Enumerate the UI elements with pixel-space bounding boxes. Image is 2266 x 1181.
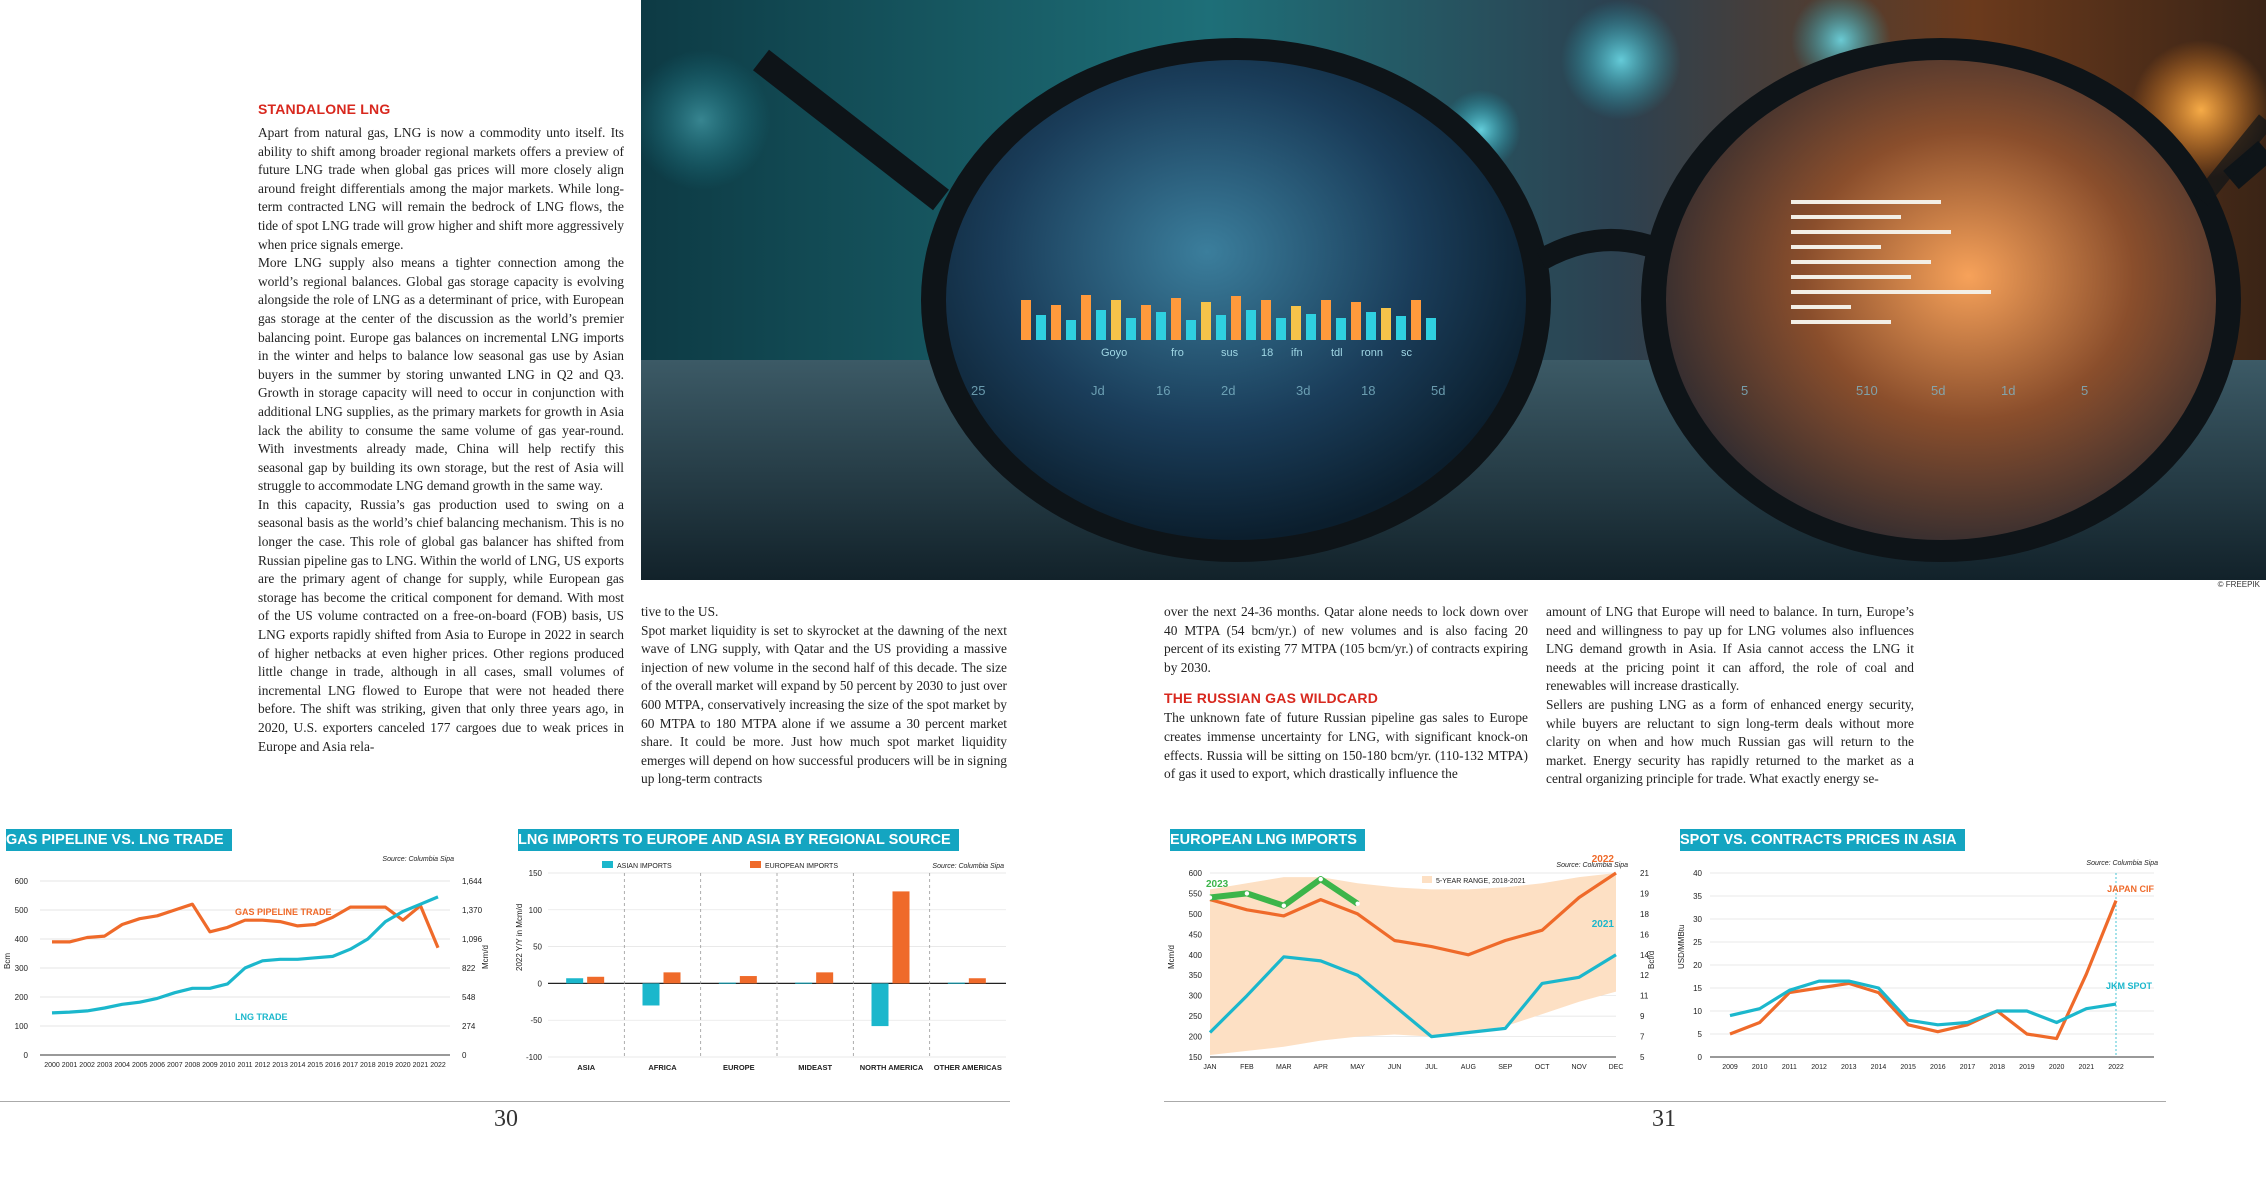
chart-spot-vs-contracts [1674,851,2166,1079]
bar-european-imports [740,976,757,983]
series-point-2023 [1208,895,1212,899]
table-number: 5 [1741,383,1749,398]
page-number-left: 30 [494,1106,518,1132]
x-tick-label: OCT [1534,1064,1550,1071]
y-tick-label: 0 [23,1051,28,1060]
x-category-label: ASIA [577,1063,596,1072]
y-tick-label: 500 [14,906,28,915]
lens-label: ifn [1291,347,1303,359]
hero-photo-glasses [641,0,2266,580]
y-tick-label: 550 [1188,889,1202,899]
bar-european-imports [893,891,910,983]
y2-tick-label: 14 [1640,950,1649,960]
y-tick-label: 200 [1188,1032,1202,1042]
x-tick-label: 2013 [1840,1064,1857,1071]
series-label-jkm-spot: JKM SPOT [2105,981,2152,991]
x-tick-label: 2022 [2108,1064,2124,1071]
y2-tick-label: 7 [1640,1032,1645,1042]
bar-asian-imports [872,983,889,1026]
x-tick-label: 2005 [131,1062,148,1069]
x-tick-label: 2011 [1781,1064,1797,1071]
table-number: 2d [1221,383,1236,398]
lens-label: ronn [1361,347,1384,359]
section-heading-standalone-lng: STANDALONE LNG [258,101,391,117]
y-tick-label: 10 [1693,1007,1702,1016]
x-tick-label: MAY [1350,1064,1365,1071]
bar-european-imports [816,972,833,983]
chart-source: Source: Columbia Sipa [932,863,1004,870]
chart-source: Source: Columbia Sipa [382,856,454,863]
series-label-2021: 2021 [1591,919,1614,930]
legend-label: ASIAN IMPORTS [617,863,672,870]
y2-tick-label: 822 [462,964,476,973]
lens-label: 18 [1261,347,1274,359]
chart-gas-pipeline-vs-lng [0,851,494,1079]
series-point-2023 [1355,901,1359,905]
x-tick-label: 2019 [377,1062,394,1069]
article-column-2 [641,603,1007,789]
bar-asian-imports [795,983,812,984]
x-tick-label: 2016 [1930,1064,1946,1071]
series-point-2023 [1245,891,1249,895]
y-axis-label: Mcm/d [1167,945,1176,969]
x-tick-label: 2020 [395,1062,411,1069]
x-tick-label: 2016 [324,1062,341,1069]
paragraph: More LNG supply also means a tighter connection among the world’s regional balances. Global gas storage capacity is evolving alongside the role of LNG as a determinant of price, with European gas storage at the center of the discussion as the world’s premier balancing point. Europe gas balances on incremental LNG imports in the winter and helps to balance low seasonal gas use by Asian buyers in the summer by storing unwanted LNG in Q2 and Q3. Growth in storage capacity will need to occur in conjunction with additional LNG supplies, as the primary markets for growth in Asia lack the ability to consume the same volume of gas year-round. With investments already made, China will help rectify this seasonal gap by building its own storage, but the rest of Asia will struggle to accommodate LNG demand growth in the same way. [258,255,624,494]
x-category-label: OTHER AMERICAS [933,1063,1002,1072]
chart-title: EUROPEAN LNG IMPORTS [1170,829,1365,851]
chart-panel-lng-imports-by-source [512,829,1006,1079]
y-tick-label: 150 [528,869,542,878]
y-tick-label: 50 [533,942,542,952]
legend-swatch-range [1422,876,1432,883]
y2-tick-label: 12 [1640,971,1649,981]
table-number: 1d [2001,383,2016,398]
y-tick-label: 350 [1188,971,1202,981]
x-tick-label: 2003 [96,1062,113,1069]
x-tick-label: AUG [1460,1064,1476,1071]
series-label-gas-pipeline: GAS PIPELINE TRADE [235,907,332,917]
y2-tick-label: 5 [1640,1053,1645,1062]
x-tick-label: 2010 [1751,1064,1768,1071]
y-tick-label: 600 [14,877,28,886]
chart-title: SPOT VS. CONTRACTS PRICES IN ASIA [1680,829,1965,851]
y-tick-label: 15 [1693,984,1702,993]
y2-tick-label: 18 [1640,909,1649,919]
table-number: 25 [971,383,986,398]
x-tick-label: APR [1313,1064,1328,1071]
y2-tick-label: 16 [1640,930,1649,940]
y2-axis-label: Bcf/d [1647,950,1656,969]
x-tick-label: 2022 [430,1062,446,1069]
glasses-illustration [641,0,2266,580]
y-tick-label: 250 [1188,1012,1202,1022]
paragraph: Apart from natural gas, LNG is now a commodity unto itself. Its ability to shift among broader regional markets offers a preview of future LNG trade when global gas prices will more closely align around freight differentials among the major markets. While long-term contracted LNG will remain the bedrock of LNG flows, the tide of spot LNG trade will grow higher and shift more aggressively when price signals emerge. [258,125,624,252]
x-tick-label: NOV [1571,1064,1587,1071]
y2-tick-label: 21 [1640,869,1649,878]
x-tick-label: JUN [1387,1064,1402,1071]
x-tick-label: 2009 [202,1062,218,1069]
table-number: 5d [1931,383,1946,398]
y-tick-label: 400 [14,935,28,944]
x-tick-label: FEB [1240,1064,1254,1071]
y-tick-label: 25 [1693,938,1702,947]
y-tick-label: 30 [1693,915,1702,924]
table-number: 3d [1296,383,1311,398]
page-number-right: 31 [1652,1106,1676,1132]
x-category-label: EUROPE [722,1063,755,1072]
y-tick-label: 5 [1697,1030,1702,1039]
bar-asian-imports [719,983,736,984]
chart-source: Source: Columbia Sipa [1556,862,1628,869]
paragraph: Sellers are pushing LNG as a form of enhanced energy security, while buyers are reluctant to sign long-term deals without more clarity on when and how much Russian gas will return to the market. Energy security has rapidly returned to the market as a central organizing principle for trade. What exactly energy se- [1546,696,1914,787]
series-label-2023: 2023 [1206,879,1229,890]
bar-asian-imports [566,978,583,983]
bar-asian-imports [948,983,965,984]
y-tick-label: 40 [1693,869,1702,878]
chart-title: GAS PIPELINE VS. LNG TRADE [6,829,232,851]
chart-panel-gas-pipeline [0,829,494,1079]
y-axis-label: 2022 Y/Y in Mcm/d [515,903,524,971]
x-tick-label: 2002 [79,1062,95,1069]
series-label-japan-cif: JAPAN CIF [2107,884,2154,894]
x-tick-label: JAN [1203,1064,1217,1071]
bar-european-imports [969,978,986,983]
x-tick-label: 2015 [307,1062,323,1069]
chart-european-lng-imports [1164,851,1660,1079]
y2-tick-label: 1,370 [462,906,483,915]
y2-tick-label: 0 [462,1051,467,1060]
bar-european-imports [587,977,604,984]
x-tick-label: 2021 [412,1062,429,1069]
x-tick-label: 2017 [342,1062,359,1069]
bar-european-imports [664,972,681,983]
x-tick-label: 2018 [1989,1064,2006,1071]
x-tick-label: 2007 [167,1062,183,1069]
lens-label: sc [1401,347,1412,359]
x-tick-label: 2004 [114,1062,130,1069]
y2-tick-label: 274 [462,1022,476,1031]
chart-source: Source: Columbia Sipa [2086,860,2158,867]
y-tick-label: 20 [1693,961,1702,970]
legend-label-range: 5-YEAR RANGE, 2018-2021 [1436,878,1526,885]
x-category-label: AFRICA [648,1063,677,1072]
x-tick-label: 2018 [360,1062,376,1069]
y-tick-label: 0 [1697,1053,1702,1062]
y2-tick-label: 548 [462,993,476,1002]
chart-lng-imports-by-source [512,851,1006,1079]
y-tick-label: 450 [1188,930,1202,940]
legend-label: EUROPEAN IMPORTS [765,863,838,870]
legend-swatch [602,861,613,868]
y-tick-label: -50 [530,1016,542,1026]
x-tick-label: 2006 [149,1062,166,1069]
paragraph: Spot market liquidity is set to skyrocket at the dawning of the next wave of LNG supply, with Qatar and the US providing a massive injection of new volume in the second half of this decade. The size of the overall market will expand by 50 percent by 2030 to just over 600 MTPA, conservatively increasing the size of the spot market by 60 MTPA to 180 MTPA alone if we assume a 30 percent market share. It could be more. Just how much spot market liquidity emerges will depend on how successful producers will be in signing up long-term contracts [641,622,1007,787]
paragraph: tive to the US. [641,604,719,619]
table-number: 510 [1856,383,1878,398]
x-tick-label: 2013 [272,1062,288,1069]
y-tick-label: 600 [1188,869,1202,878]
x-tick-label: 2001 [61,1062,78,1069]
y-tick-label: 100 [14,1022,28,1031]
article-column-3 [1164,603,1528,784]
footer-rule-right [1164,1101,2166,1102]
table-number: 5d [1431,383,1446,398]
x-category-label: MIDEAST [798,1063,833,1072]
x-tick-label: JUL [1425,1064,1438,1071]
y2-tick-label: 1,096 [462,935,483,944]
section-heading-russian-gas: THE RUSSIAN GAS WILDCARD [1164,690,1379,707]
x-tick-label: DEC [1608,1064,1624,1071]
footer-rule-left [0,1101,1010,1102]
y-tick-label: -100 [525,1053,542,1062]
x-tick-label: 2012 [1811,1064,1827,1071]
table-number: 16 [1156,383,1171,398]
paragraph: The unknown fate of future Russian pipeline gas sales to Europe creates immense uncertainty for LNG, with significant knock-on effects. Russia will be sitting on 150-180 bcm/yr. (110-132 MTPA) of gas it used to export, which drastically influence the [1164,710,1528,782]
paragraph: amount of LNG that Europe will need to balance. In turn, Europe’s need and willingness to pay up for LNG volumes also influences LNG demand growth in Asia. If Asia cannot access the LNG it needs at the pricing point it can afford, the role of coal and renewables will increase drastically. [1546,604,1914,694]
y-tick-label: 150 [1188,1053,1202,1062]
y2-tick-label: 19 [1640,889,1649,899]
x-tick-label: 2008 [184,1062,201,1069]
y-tick-label: 300 [1188,991,1202,1001]
lens-label: fro [1171,347,1184,359]
x-tick-label: 2000 [44,1062,60,1069]
y-tick-label: 400 [1188,950,1202,960]
x-tick-label: 2009 [1722,1064,1738,1071]
series-label-2022: 2022 [1591,854,1614,865]
chart-panel-european-lng-imports [1164,829,1660,1079]
article-column-4 [1546,603,1914,789]
y2-tick-label: 1,644 [462,877,483,886]
series-point-2023 [1282,904,1286,908]
x-tick-label: 2010 [219,1062,236,1069]
lens-label: sus [1221,347,1239,359]
y-tick-label: 35 [1693,892,1702,901]
x-tick-label: 2011 [237,1062,253,1069]
series-point-2023 [1319,877,1323,881]
y-tick-label: 500 [1188,909,1202,919]
series-label-lng-trade: LNG TRADE [235,1012,288,1022]
x-category-label: NORTH AMERICA [859,1063,924,1072]
chart-panel-spot-vs-contracts [1674,829,2166,1079]
table-number: Jd [1091,383,1105,398]
y-tick-label: 100 [528,905,542,915]
y-axis-label: USD/MMBtu [1677,924,1686,969]
y-tick-label: 200 [14,993,28,1002]
x-tick-label: 2014 [289,1062,306,1069]
lens-label: Goyo [1101,347,1128,359]
bar-asian-imports [643,983,660,1005]
y2-tick-label: 9 [1640,1012,1645,1022]
legend-swatch [750,861,761,868]
paragraph: over the next 24-36 months. Qatar alone needs to lock down over 40 MTPA (54 bcm/yr.) of new volumes and is also facing 20 percent of its existing 77 MTPA (105 bcm/yr.) of contracts expiring by 2030. [1164,604,1528,675]
y2-axis-label: Mcm/d [481,945,490,969]
table-number: 5 [2081,383,2089,398]
x-tick-label: 2020 [2048,1064,2065,1071]
photo-credit: © FREEPIK [2217,580,2260,589]
y-axis-label: Bcm [3,953,12,969]
x-tick-label: 2012 [254,1062,271,1069]
x-tick-label: 2014 [1870,1064,1887,1071]
chart-title: LNG IMPORTS TO EUROPE AND ASIA BY REGIONAL SOURCE [518,829,959,851]
y2-tick-label: 11 [1640,991,1649,1001]
series-line-japan-cif [1730,901,2116,1039]
x-tick-label: 2015 [1900,1064,1916,1071]
table-number: 18 [1361,383,1376,398]
x-tick-label: 2019 [2019,1064,2035,1071]
x-tick-label: MAR [1276,1064,1292,1071]
y-tick-label: 0 [537,979,542,989]
article-column-1 [258,100,624,756]
y-tick-label: 300 [14,964,28,973]
lens-label: tdl [1331,347,1343,359]
x-tick-label: 2017 [1959,1064,1976,1071]
x-tick-label: 2021 [2078,1064,2095,1071]
paragraph: In this capacity, Russia’s gas production used to swing on a seasonal basis as the world’s chief balancing mechanism. This is no longer the case. This role of global gas balancer has shifted from Russian pipeline gas to LNG. Within the world of LNG, US exports are the primary agent of change for supply, while European gas storage has become the critical component for demand. With most of the US volume contracted on a free-on-board (FOB) basis, US LNG exports rapidly shifted from Asia to Europe in 2022 in search of higher netbacks at even higher prices. Other regions produced little change in trade, although in all cases, small volumes of incremental LNG flowed to Europe that were not headed there before. The shift was striking, given that only three years ago, in 2020, U.S. exporters canceled 177 cargoes due to weak prices in Europe and Asia rela- [258,496,624,754]
x-tick-label: SEP [1498,1064,1513,1071]
